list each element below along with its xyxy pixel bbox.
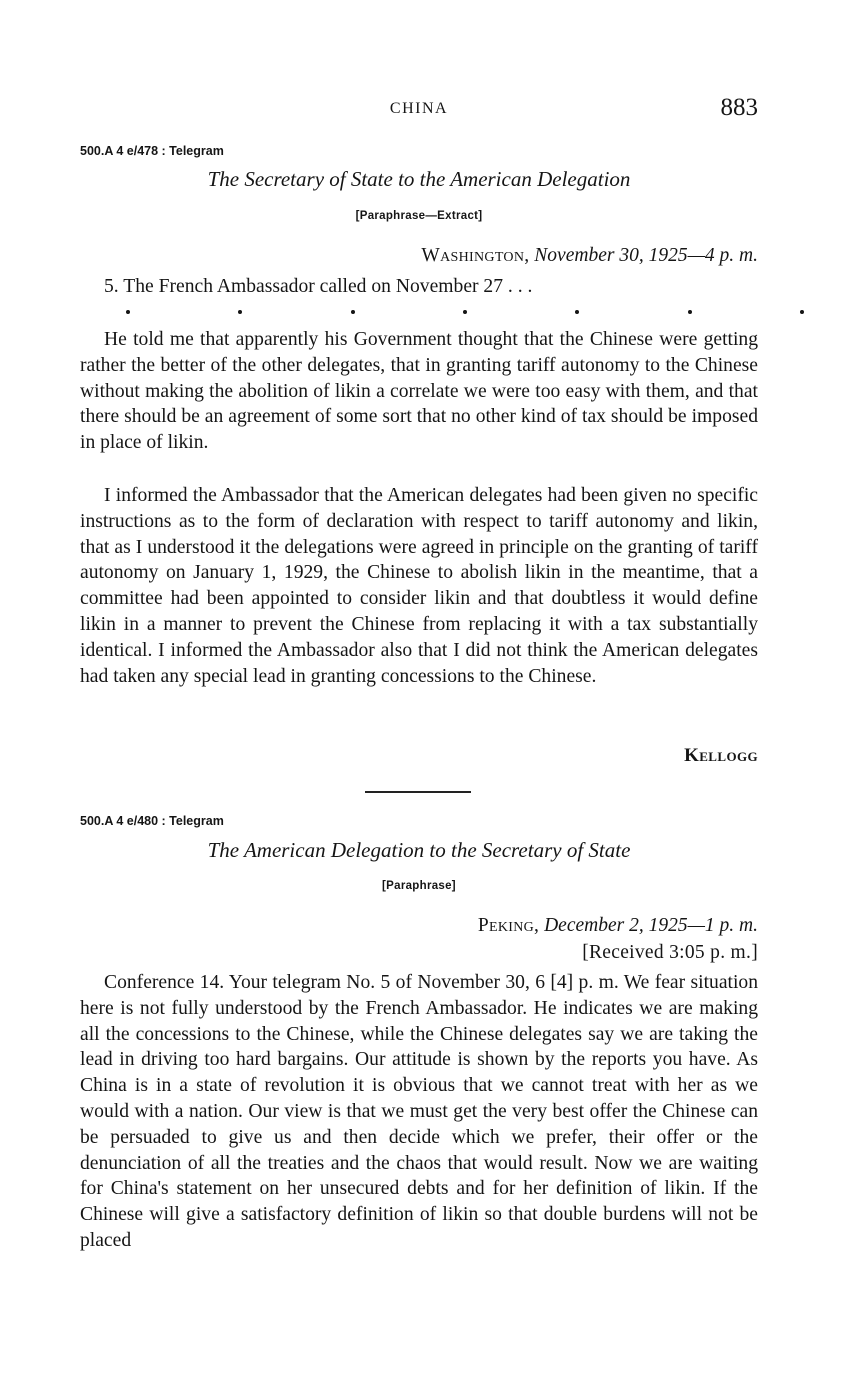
doc2-title: The American Delegation to the Secretary of State [207, 838, 631, 862]
doc1-dateline-date: November 30, 1925—4 p. m. [534, 245, 758, 266]
doc2-dateline-date: December 2, 1925—1 p. m. [544, 915, 758, 936]
section-divider [365, 791, 471, 793]
doc1-paraphrase-note: [Paraphrase—Extract] [355, 210, 483, 222]
doc2-received-note: [Received 3:05 p. m.] [582, 942, 758, 963]
doc1-file-reference: 500.A 4 e/478 : Telegram [80, 144, 224, 158]
running-head [80, 94, 758, 124]
doc1-dateline [80, 243, 782, 269]
doc1-dateline-place: Washington, [421, 245, 530, 266]
doc2-dateline-place: Peking, [477, 915, 540, 936]
ellipsis-dot [463, 310, 467, 314]
doc2-paraphrase-note: [Paraphrase] [382, 880, 456, 892]
doc1-signature: Kellogg [684, 745, 758, 766]
ellipsis-dot [575, 310, 579, 314]
doc2-paragraph-1: Conference 14. Your telegram No. 5 of November 30, 6 [4] p. m. We fear situation here is not fully understood by the French Ambassador. He indicates we are making all the concessions to the Chinese, while the Chinese delegates say we are taking the lead in driving too hard bargains. Our attitude is shown by the reports you have. As China is in a state of revolution it is obvious that we cannot treat with her as we would with a nation. Our view is that we must get the very best offer the Chinese can be persuaded to give us and then decide which we prefer, their offer or the denunciation of all the treaties and the chaos that would result. Now we are waiting for China's statement on her unsecured debts and for her definition of likin. If the Chinese will give a satisfactory definition of likin so that double burdens will not be placed [80, 972, 758, 1251]
ellipsis-dot [351, 310, 355, 314]
doc1-title: The Secretary of State to the American Delegation [207, 167, 631, 191]
doc1-paragraph-2: I informed the Ambassador that the American delegates had been given no specific instructions as to the form of declaration with respect to tariff autonomy and likin, that as I understood it the delegations were agreed in principle on the granting of tariff autonomy on January 1, 1929, the Chinese to abolish likin in the meantime, that a committee had been appointed to consider likin and that doubtless it would define likin in a manner to prevent the Chinese from replacing it with a tax substantially identical. I informed the Ambassador also that I did not think the American delegates had taken any special lead in granting concessions to the Chinese. [80, 485, 758, 687]
doc1-paragraph-1: He told me that apparently his Government thought that the Chinese were getting rather the better of the other delegates, that in granting tariff autonomy to the Chinese without making the abolition of likin a correlate we were too easy with them, and that there should be an agreement of some sort that no other kind of tax should be imposed in place of likin. [80, 329, 758, 454]
ellipsis-row [80, 310, 846, 324]
ellipsis-dot [126, 310, 130, 314]
page-number: 883 [720, 94, 758, 121]
doc2-dateline [80, 913, 782, 939]
ellipsis-dot [688, 310, 692, 314]
doc1-opening-line: 5. The French Ambassador called on November 27 . . . [104, 276, 533, 297]
running-title: CHINA [389, 100, 449, 117]
ellipsis-dot [238, 310, 242, 314]
doc2-file-reference: 500.A 4 e/480 : Telegram [80, 814, 224, 828]
ellipsis-dot [800, 310, 804, 314]
